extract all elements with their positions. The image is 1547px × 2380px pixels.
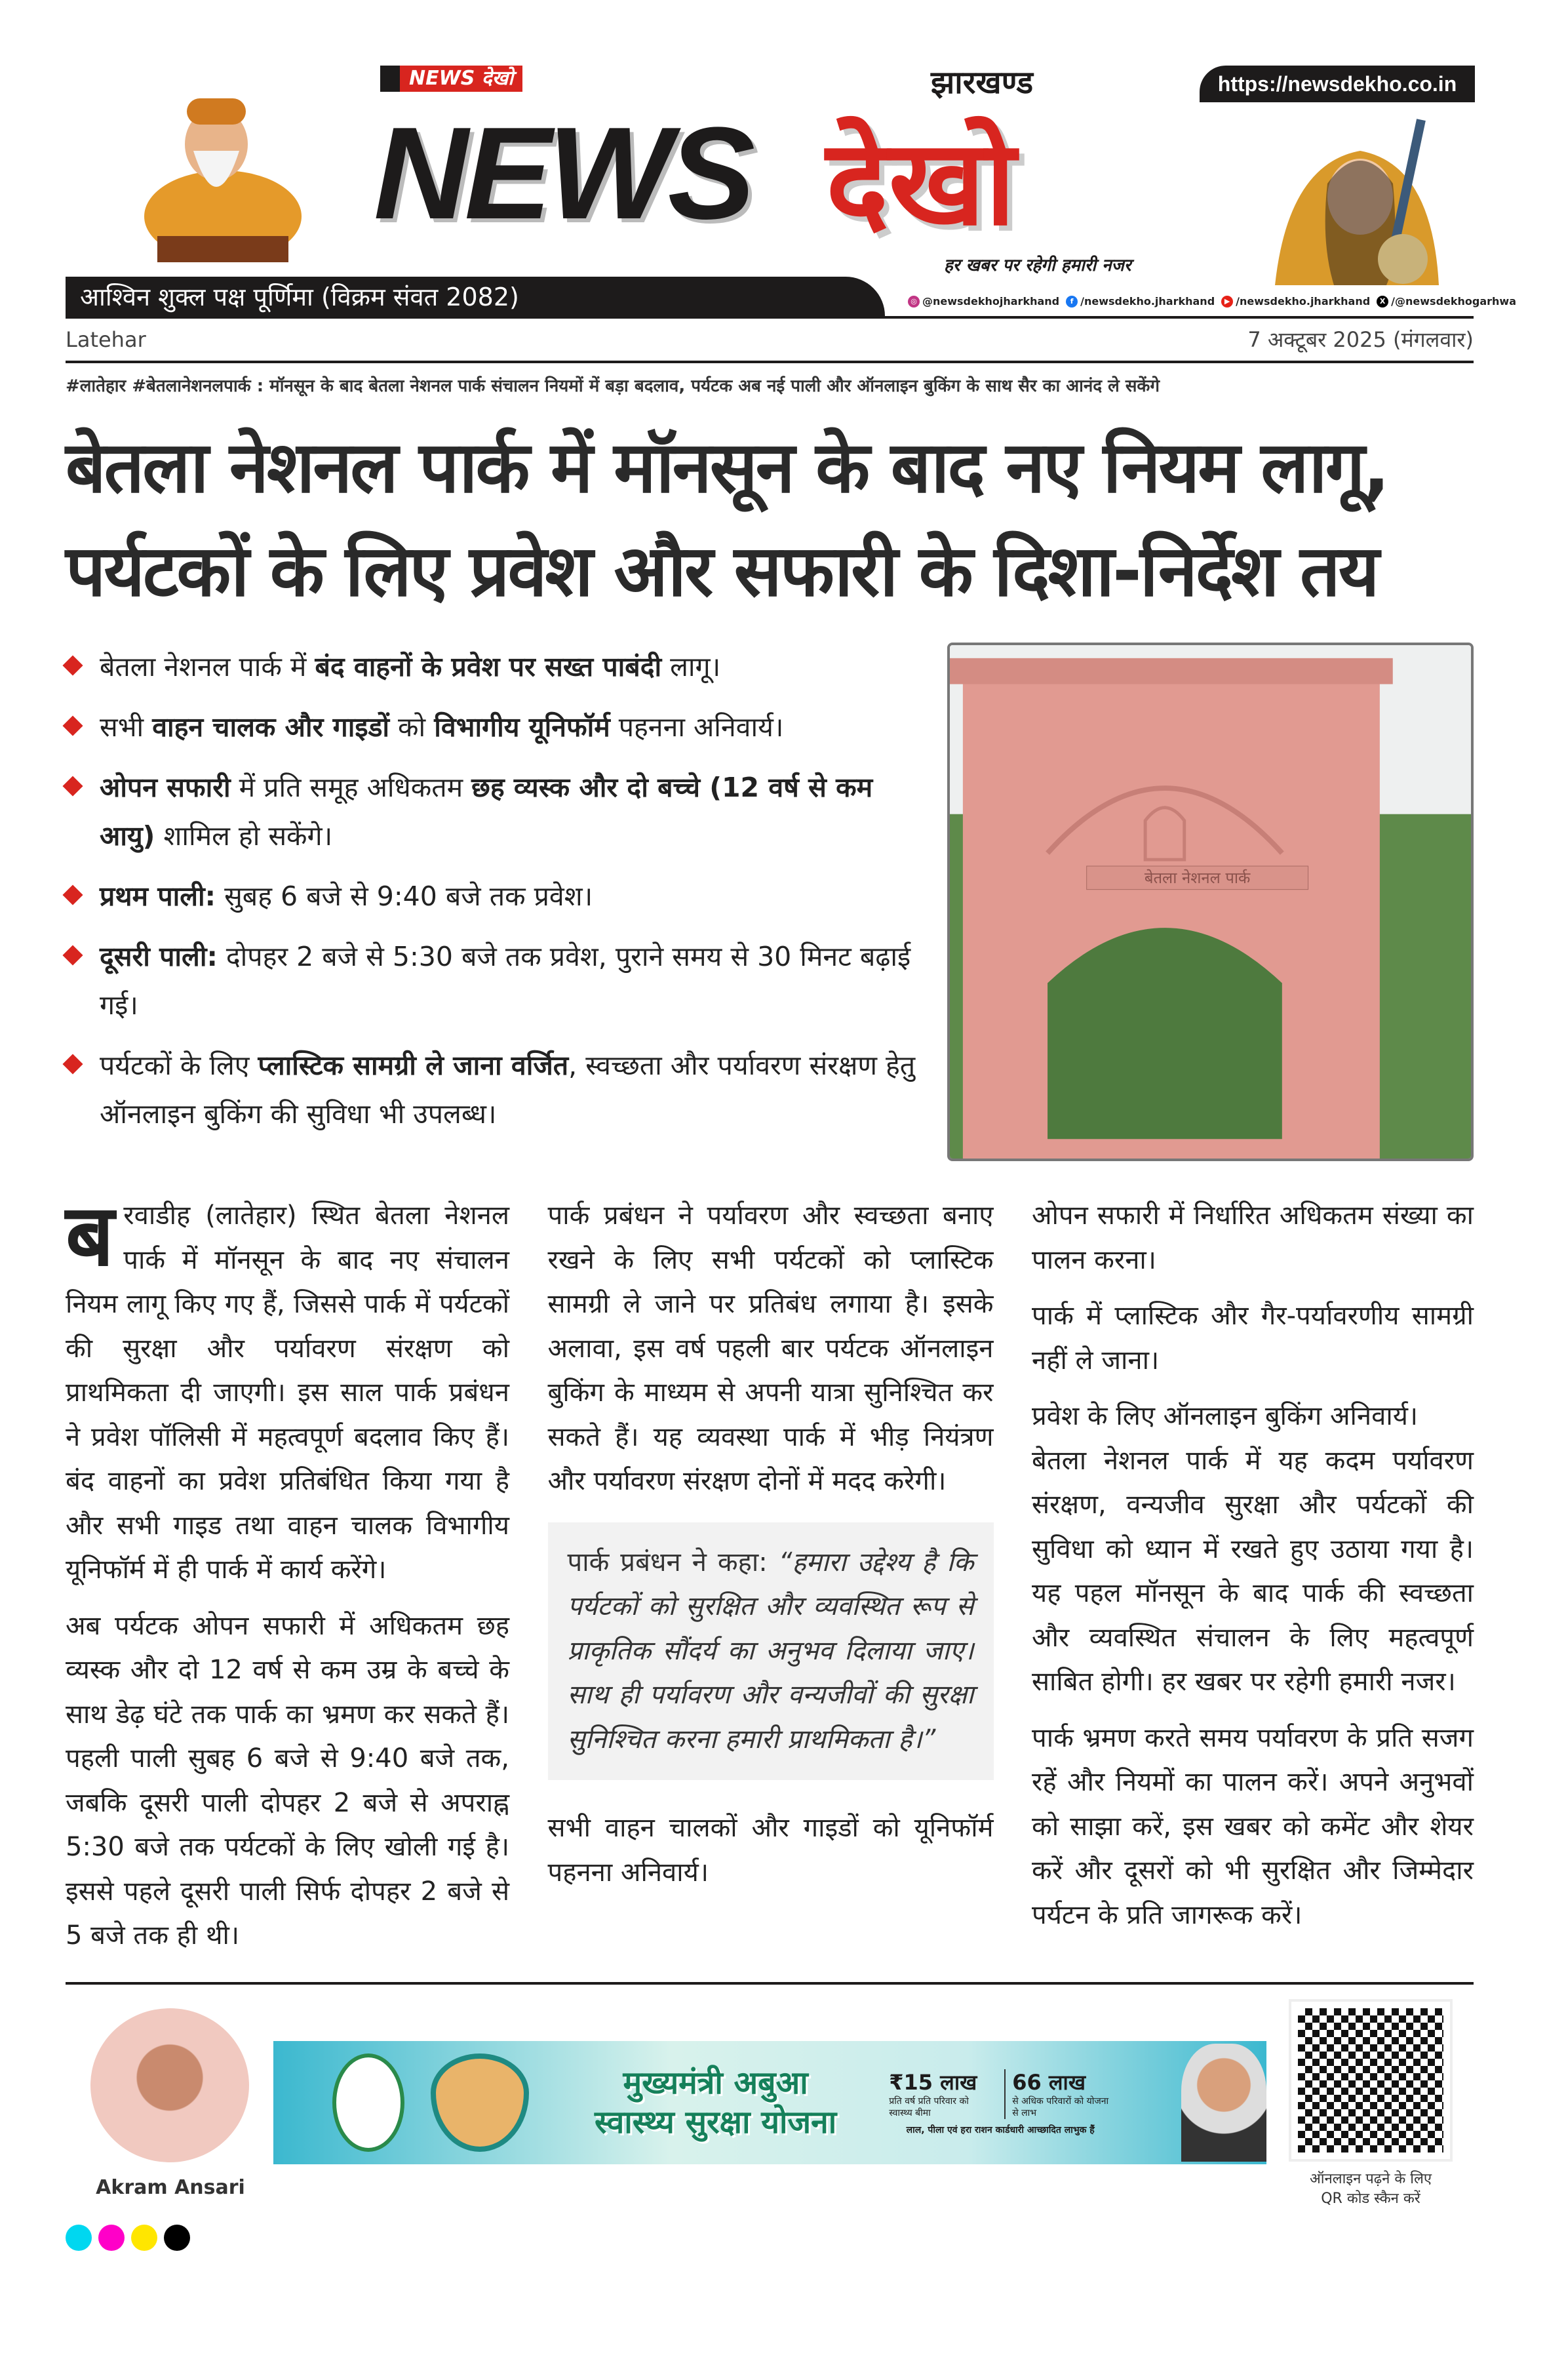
social-x[interactable] [1377,295,1516,308]
meera-illustration [1262,111,1449,285]
key-point [66,932,924,1029]
key-point-text: दूसरी पाली: दोपहर 2 बजे से 5:30 बजे तक प्रवेश, पुराने समय से 30 मिनट बढ़ाई गई। [100,941,911,1021]
registration-dot [131,2225,157,2251]
article-column-1 [66,1185,509,1970]
key-point-text: प्रथम पाली: सुबह 6 बजे से 9:40 बजे तक प्रवेश। [100,881,593,912]
quote-text: “हमारा उद्देश्य है कि पर्यटकों को सुरक्षित और व्यवस्थित रूप से प्राकृतिक सौंदर्य का अनुभव दिलाया जाए। साथ ही पर्यावरण और वन्यजीवों की सुरक्षा सुनिश्चित करना हमारी प्राथमिकता है।” [567,1547,974,1755]
social-handle: /@newsdekhogarhwa [1391,295,1516,307]
key-point-text: पर्यटकों के लिए प्लास्टिक सामग्री ले जाना वर्जित, स्वच्छता और पर्यावरण संरक्षण हेतु ऑनलाइन बुकिंग की सुविधा भी उपलब्ध। [100,1050,916,1130]
ad-stat-text: से अधिक परिवारों को योजना से लाभ [1012,2095,1109,2118]
betla-gate-photo [947,643,1474,1161]
qr-code[interactable] [1291,2002,1450,2159]
qr-caption-line: QR कोड स्कैन करें [1321,2190,1420,2207]
paragraph: प्रवेश के लिए ऑनलाइन बुकिंग अनिवार्य। [1032,1401,1419,1431]
qr-caption-line: ऑनलाइन पढ़ने के लिए [1309,2170,1432,2187]
diamond-bullet-icon [62,945,83,965]
diamond-bullet-icon [62,884,83,905]
ad-stats [889,2069,1112,2136]
ad-title-line: स्वास्थ्य सुरक्षा योजना [595,2103,837,2141]
instagram-icon: ◎ [908,296,920,307]
paragraph: अब पर्यटक ओपन सफारी में अधिकतम छह व्यस्क और दो 12 वर्ष से कम उम्र के बच्चे के साथ डेढ़ घंटे तक पार्क का भ्रमण कर सकते हैं। पहली पाली सुबह 6 बजे से 9:40 बजे तक, जबकि दूसरी पाली दोपहर 2 बजे से अपराह्न 5:30 बजे तक पर्यटकों के लिए खोली गई है। इससे पहले दूसरी पाली सिर्फ दोपहर 2 बजे से 5 बजे तक ही थी। [66,1610,509,1951]
logo-news: NEWS [374,100,751,247]
gate-sign-text: बेतला नेशनल पार्क [1144,868,1251,887]
newsdekho-logo [367,59,1180,275]
key-point [66,703,924,751]
headline-line: बेतला नेशनल पार्क में मॉनसून के बाद नए नियम लागू, [66,427,1388,509]
ad-note: लाल, पीला एवं हरा राशन कार्डधारी आच्छादित लाभुक हैं [906,2124,1095,2135]
quote-lead: पार्क प्रबंधन ने कहा: [567,1547,768,1577]
key-point-text: सभी वाहन चालक और गाइडों को विभागीय यूनिफॉर्म पहनना अनिवार्य। [100,711,784,743]
header-divider [66,316,1474,319]
paragraph: बेतला नेशनल पार्क में यह कदम पर्यावरण संरक्षण, वन्यजीव सुरक्षा और पर्यटकों की सुविधा को ध्यान में रखते हुए उठाया गया है। यह पहल मॉनसून के बाद पार्क की स्वच्छता और व्यवस्थित संचालन के लिए महत्वपूर्ण साबित होगी। हर खबर पर रहेगी हमारी नजर। [1032,1445,1474,1697]
registration-dot [98,2225,125,2251]
paragraph: पार्क में प्लास्टिक और गैर-पर्यावरणीय सामग्री नहीं ले जाना। [1032,1301,1474,1376]
logo-slogan: हर खबर पर रहेगी हमारी नजर [944,256,1131,275]
logo-state: झारखण्ड [931,64,1034,101]
website-url[interactable]: https://newsdekho.co.in [1200,66,1475,102]
facebook-icon: f [1066,296,1078,307]
drop-cap: ब [66,1185,115,1285]
article-headline [66,416,1481,624]
logo-dekho: देखो [826,115,1016,252]
ad-stat-value: 66 लाख [1012,2069,1086,2095]
social-handle: /newsdekho.jharkhand [1080,295,1215,307]
dateline-date: 7 अक्टूबर 2025 (मंगलवार) [1247,327,1474,352]
diamond-bullet-icon [62,715,83,736]
ad-stat-value: ₹15 लाख [889,2069,977,2095]
article-tagline: #लातेहार #बेतलानेशनलपार्क : मॉनसून के बाद बेतला नेशनल पार्क संचालन नियमों में बड़ा बदलाव, पर्यटक अब नई पाली और ऑनलाइन बुकिंग के साथ सैर का आनंद ले सकेंगे [66,376,1160,396]
sage-illustration [138,72,308,269]
diamond-bullet-icon [62,776,83,796]
paragraph: सभी वाहन चालकों और गाइडों को यूनिफॉर्म पहनना अनिवार्य। [547,1813,994,1888]
diamond-bullet-icon [62,1054,83,1074]
key-point [66,643,924,691]
x-icon: X [1377,296,1388,307]
social-youtube[interactable] [1221,295,1370,308]
ad-stat-text: प्रति वर्ष प्रति परिवार को स्वास्थ्य बीमा [889,2095,969,2118]
social-facebook[interactable] [1066,295,1215,308]
paragraph: ओपन सफारी में निर्धारित अधिकतम संख्या का पालन करना। [1032,1200,1474,1275]
tithi-banner: आश्विन शुक्ल पक्ष पूर्णिमा (विक्रम संवत 2082) [66,277,885,316]
key-point [66,763,924,860]
key-point-text: ओपन सफारी में प्रति समूह अधिकतम छह व्यस्क और दो बच्चे (12 वर्ष से कम आयु) शामिल हो सकेंगे। [100,772,873,852]
logo-badge: NEWS देखो [380,66,522,92]
paragraph: रवाडीह (लातेहार) स्थित बेतला नेशनल पार्क में मॉनसून के बाद नए संचालन नियम लागू किए गए हैं, जिससे पार्क में पर्यटकों की सुरक्षा और पर्यावरण संरक्षण को प्राथमिकता दी जाएगी। इस साल पार्क प्रबंधन ने प्रवेश पॉलिसी में महत्वपूर्ण बदलाव किए हैं। बंद वाहनों का प्रवेश प्रतिबंधित किया गया है और सभी गाइड तथा वाहन चालक विभागीय यूनिफॉर्म में ही पार्क में कार्य करेंगे। [66,1200,509,1585]
health-scheme-ad[interactable] [273,2041,1266,2164]
registration-marks [66,2225,190,2251]
article-body [66,643,1474,2271]
article-columns [66,1185,1474,1970]
govt-seal-icon [332,2053,404,2152]
diamond-bullet-icon [62,655,83,675]
article-column-3 [1032,1194,1474,1949]
key-point [66,1041,924,1138]
ad-title-line: मुख्यमंत्री अबुआ [623,2064,808,2101]
key-point-text: बेतला नेशनल पार्क में बंद वाहनों के प्रवेश पर सख्त पाबंदी लागू। [100,651,721,683]
summary-row [66,643,1474,1161]
paragraph: पार्क प्रबंधन ने पर्यावरण और स्वच्छता बनाए रखने के लिए सभी पर्यटकों को प्लास्टिक सामग्री ले जाने पर प्रतिबंध लगाया है। इसके अलावा, इस वर्ष पहली बार पर्यटक ऑनलाइन बुकिंग के माध्यम से अपनी यात्रा सुनिश्चित कर सकते हैं। यह व्यवस्था पार्क में भीड़ नियंत्रण और पर्यावरण संरक्षण दोनों में मदद करेगी। [547,1200,994,1496]
author-name: Akram Ansari [96,2175,245,2199]
key-point [66,872,924,921]
article-column-2 [548,1194,994,1907]
page-footer [66,2008,1474,2271]
social-instagram[interactable] [908,295,1059,308]
family-photo [431,2053,529,2152]
dateline-place: Latehar [66,327,146,352]
social-handle: @newsdekhojharkhand [922,295,1060,307]
author-avatar [90,2008,249,2162]
management-quote [548,1522,994,1781]
paragraph: पार्क भ्रमण करते समय पर्यावरण के प्रति सजग रहें और नियमों का पालन करें। अपने अनुभवों को साझा करें, इस खबर को कमेंट और शेयर करें और दूसरों को भी सुरक्षित और जिम्मेदार पर्यटन के प्रति जागरूक करें। [1032,1722,1474,1930]
gate-illustration [950,645,1471,1159]
ad-title [595,2063,836,2142]
social-handle: /newsdekho.jharkhand [1236,295,1371,307]
key-points-list [66,643,924,1150]
headline-line: पर्यटकों के लिए प्रवेश और सफारी के दिशा-निर्देश तय [66,530,1378,612]
dateline-divider [66,361,1474,363]
social-links [908,295,1516,308]
registration-dot [66,2225,92,2251]
footer-divider [66,1982,1474,1985]
qr-caption [1265,2170,1476,2209]
chief-minister-photo [1181,2044,1266,2162]
youtube-icon: ▶ [1221,296,1233,307]
registration-dot [164,2225,190,2251]
